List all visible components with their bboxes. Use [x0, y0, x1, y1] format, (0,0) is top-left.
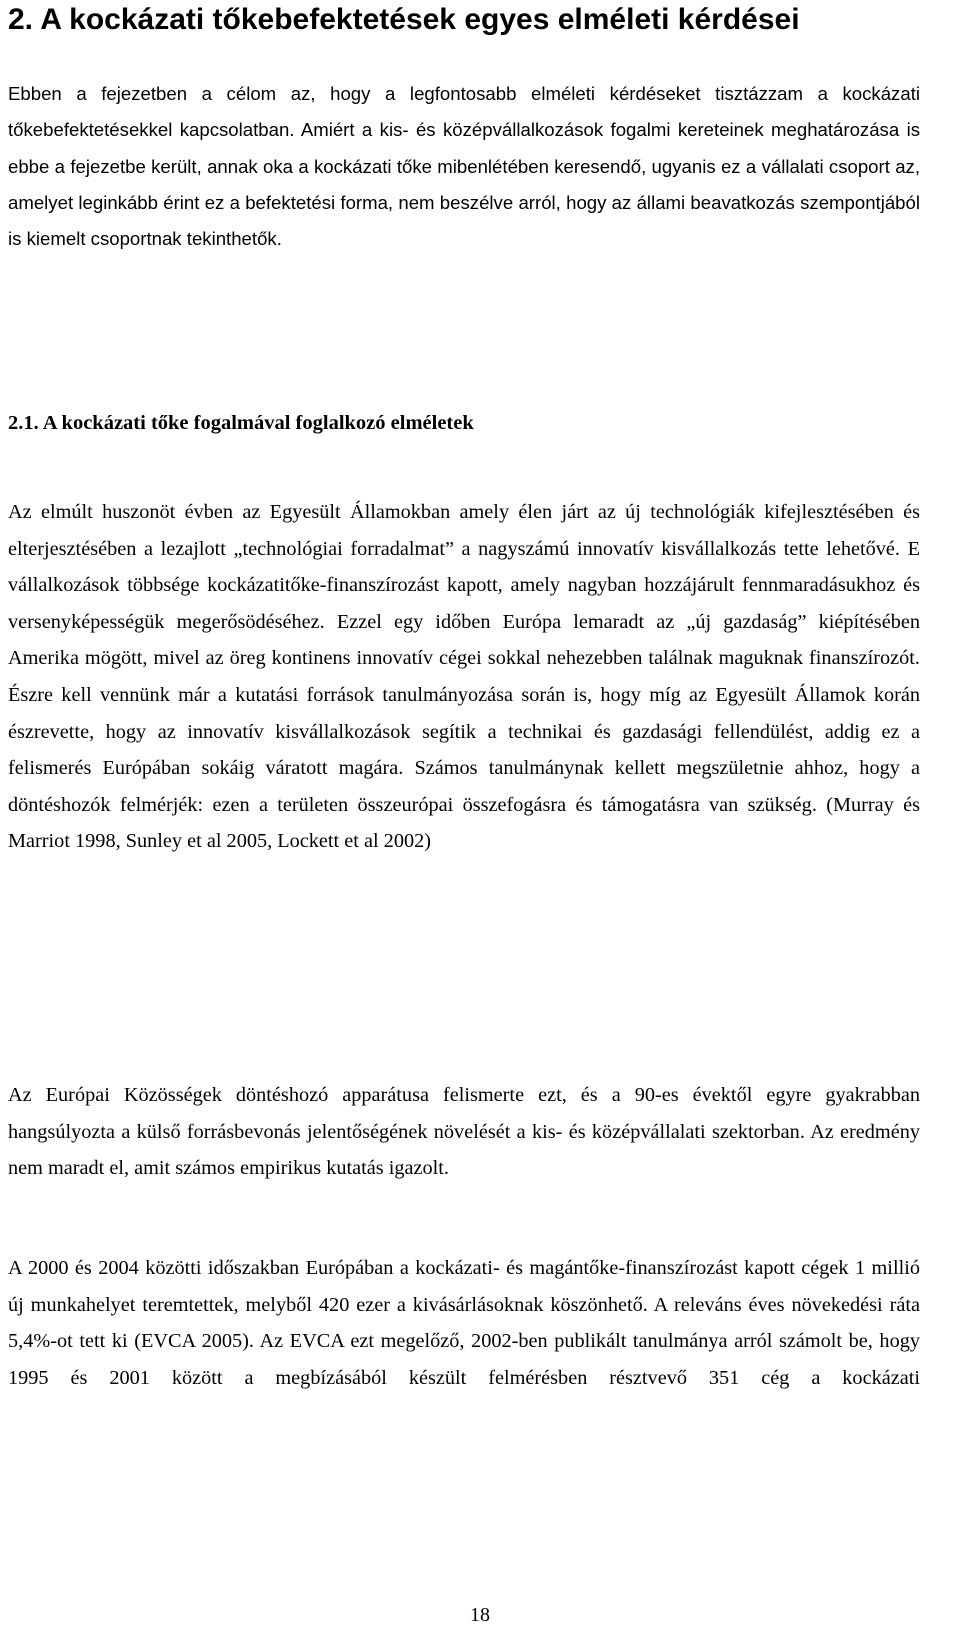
chapter-title: 2. A kockázati tőkebefektetések egyes elméleti kérdései: [8, 3, 800, 36]
section-heading: 2.1. A kockázati tőke fogalmával foglalkozó elméletek: [8, 412, 474, 434]
intro-paragraph: Ebben a fejezetben a célom az, hogy a legfontosabb elméleti kérdéseket tisztázzam a kockázati tőkebefektetésekkel kapcsolatban. Amiért a kis- és középvállalkozások fogalmi kereteinek meghatározása is ebbe a fejezetbe került, annak oka a kockázati tőke mibenlétében keresendő, ugyanis ez a vállalati csoport az, amelyet leginkább érint ez a befektetési forma, nem beszélve arról, hogy az állami beavatkozás szempontjából is kiemelt csoportnak tekinthetők.: [8, 83, 920, 250]
page-number: 18: [470, 1604, 490, 1626]
body-paragraph-3: A 2000 és 2004 közötti időszakban Európában a kockázati- és magántőke-finanszírozást kapott cégek 1 millió új munkahelyet teremtettek, melyből 420 ezer a kivásárlásoknak köszönhető. A releváns éves növekedési ráta 5,4%-ot tett ki (EVCA 2005). Az EVCA ezt megelőző, 2002-ben publikált tanulmánya arról számolt be, hogy 1995 és 2001 között a megbízásából készült felmérésben résztvevő 351 cég a kockázati: [8, 1257, 920, 1389]
body-paragraph-2: Az Európai Közösségek döntéshozó apparátusa felismerte ezt, és a 90-es évektől egyre gyakrabban hangsúlyozta a külső forrásbevonás jelentőségének növelését a kis- és középvállalati szektorban. Az eredmény nem maradt el, amit számos empirikus kutatás igazolt.: [8, 1084, 920, 1180]
body-paragraph-1: Az elmúlt huszonöt évben az Egyesült Államokban amely élen járt az új technológiák kifejlesztésében és elterjesztésében a lezajlott „technológiai forradalmat” a nagyszámú innovatív kisvállalkozás tette lehetővé. E vállalkozások többsége kockázatitőke-finanszírozást kapott, amely nagyban hozzájárult fennmaradásukhoz és versenyképességük megerősödéséhez. Ezzel egy időben Európa lemaradt az „új gazdaság” kiépítésében Amerika mögött, mivel az öreg kontinens innovatív cégei sokkal nehezebben találnak maguknak finanszírozót. Észre kell vennünk már a kutatási források tanulmányozása során is, hogy míg az Egyesült Államok korán észrevette, hogy az innovatív kisvállalkozások segítik a technikai és gazdasági fellendülést, addig ez a felismerés Európában sokáig váratott magára. Számos tanulmánynak kellett megszületnie ahhoz, hogy a döntéshozók felmérjék: ezen a területen összeurópai összefogásra és támogatásra van szükség. (Murray és Marriot 1998, Sunley et al 2005, Lockett et al 2002): [8, 501, 920, 853]
